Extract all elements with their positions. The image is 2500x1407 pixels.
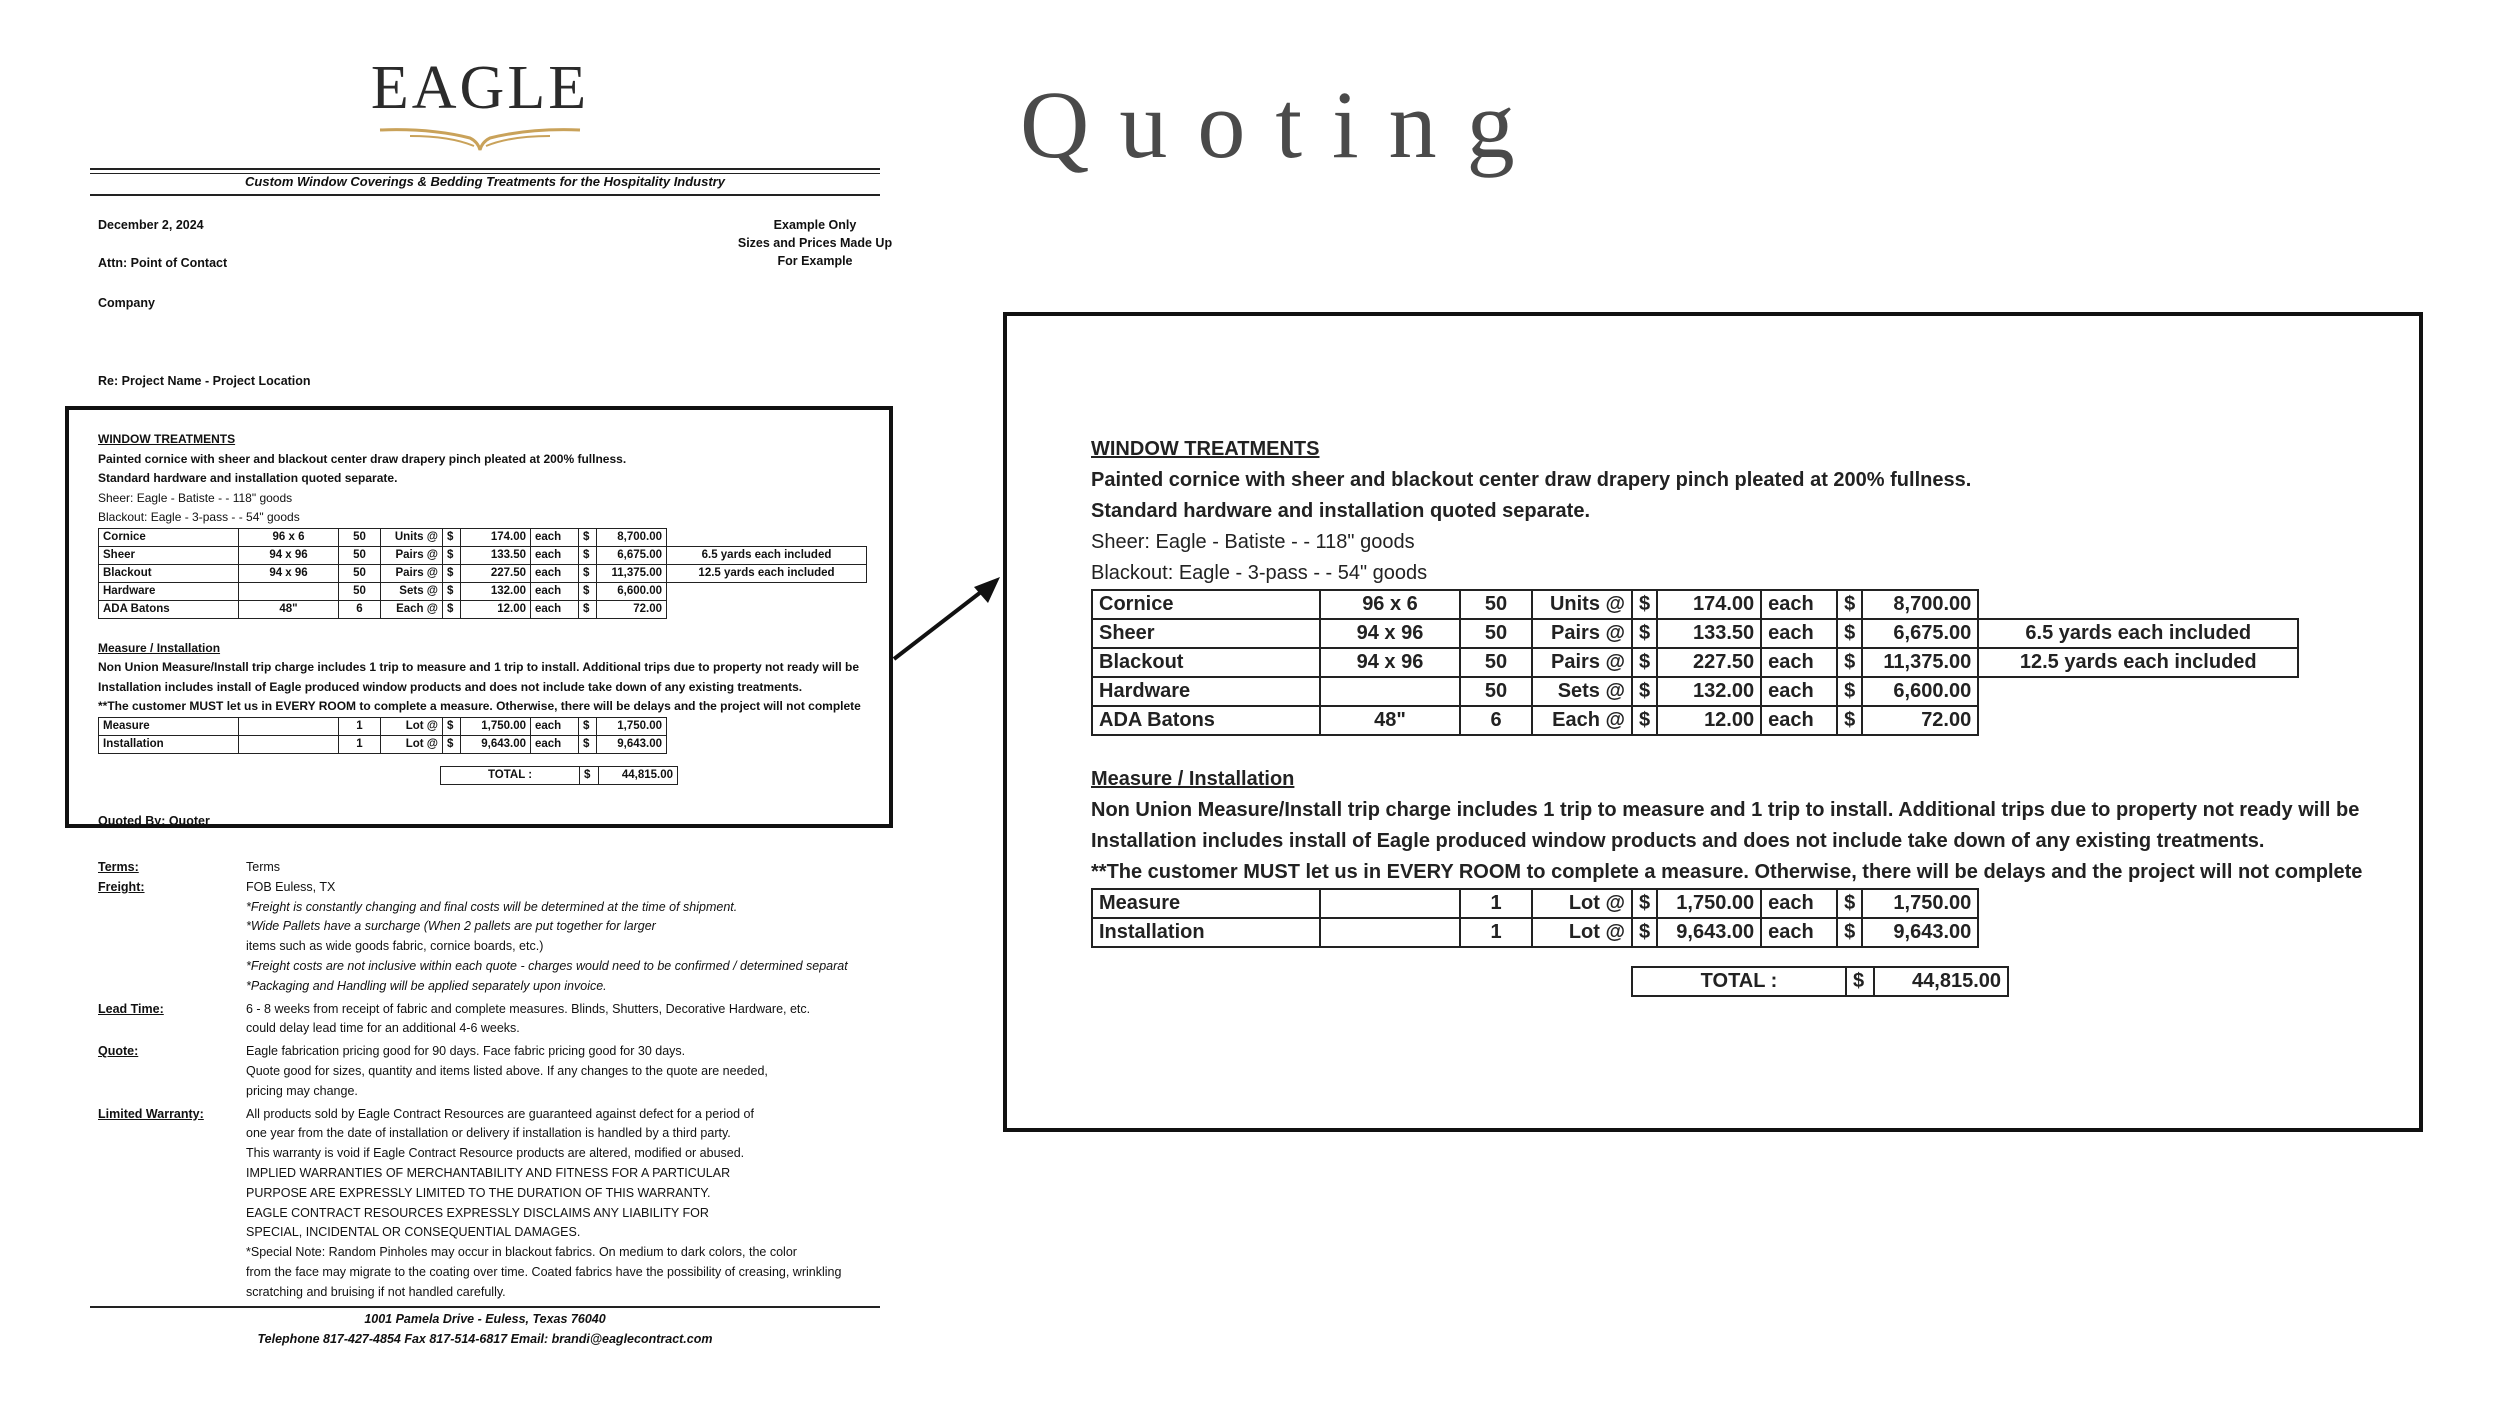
cell-name: ADA Batons — [1092, 706, 1320, 735]
cell-name: Hardware — [99, 582, 239, 600]
cell-qty: 50 — [1460, 648, 1532, 677]
cell-price: 1,750.00 — [461, 717, 531, 735]
cell-qty: 50 — [339, 564, 381, 582]
terms-line: EAGLE CONTRACT RESOURCES EXPRESSLY DISCLAIMS ANY LIABILITY FOR — [246, 1205, 709, 1220]
description-line: Installation includes install of Eagle produced window products and does not include take down of any existing treatments. — [98, 679, 803, 694]
cell-price: 227.50 — [461, 564, 531, 582]
arrow-icon — [890, 575, 1010, 665]
cell-note: 6.5 yards each included — [1978, 619, 2298, 648]
cell-price: 174.00 — [461, 528, 531, 546]
description-line: Blackout: Eagle - 3-pass - - 54" goods — [98, 510, 300, 524]
cell-price: 9,643.00 — [461, 735, 531, 753]
cell-cur: $ — [443, 564, 461, 582]
cell-cur2: $ — [1837, 619, 1862, 648]
cell-unit: Lot @ — [381, 717, 443, 735]
cell-cur: $ — [443, 546, 461, 564]
footer-address: 1001 Pamela Drive - Euless, Texas 76040 — [364, 1312, 606, 1326]
terms-line: 6 - 8 weeks from receipt of fabric and complete measures. Blinds, Shutters, Decorative Hardware, etc. — [246, 1001, 811, 1016]
cell-total: 9,643.00 — [597, 735, 667, 753]
cell-cur2: $ — [1837, 648, 1862, 677]
terms-line: *Freight is constantly changing and final costs will be determined at the time of shipment. — [246, 899, 738, 914]
cell-qty: 1 — [1460, 918, 1532, 947]
total-label: TOTAL : — [1632, 967, 1846, 996]
terms-line: could delay lead time for an additional 4-6 weeks. — [246, 1021, 520, 1036]
cell-price: 132.00 — [461, 582, 531, 600]
description-line: Blackout: Eagle - 3-pass - - 54" goods — [1091, 562, 1428, 584]
terms-label: Terms: — [98, 860, 139, 874]
table-row — [1092, 889, 1978, 918]
tagline: Custom Window Coverings & Bedding Treatments for the Hospitality Industry — [245, 174, 725, 189]
cell-name: Measure — [99, 717, 239, 735]
cell-size: 94 x 96 — [239, 564, 339, 582]
cell-per: each — [1761, 619, 1837, 648]
cell-cur2: $ — [1837, 677, 1862, 706]
footer-contact: Telephone 817-427-4854 Fax 817-514-6817 Email: brandi@eaglecontract.com — [257, 1332, 713, 1346]
cell-cur: $ — [443, 582, 461, 600]
terms-line: *Packaging and Handling will be applied separately upon invoice. — [246, 978, 607, 993]
footer-rule — [90, 1306, 880, 1308]
terms-line: pricing may change. — [246, 1083, 358, 1098]
cell-per: each — [1761, 648, 1837, 677]
total-value: 44,815.00 — [1874, 967, 2008, 996]
cell-note — [1978, 677, 2298, 706]
description-line: Painted cornice with sheer and blackout center draw drapery pinch pleated at 200% fullness. — [1091, 469, 1972, 491]
total-currency: $ — [580, 766, 599, 784]
cell-per: each — [1761, 889, 1837, 918]
cell-price: 227.50 — [1657, 648, 1761, 677]
terms-line: from the face may migrate to the coating over time. Coated fabrics have the possibility of creasing, wrinkling — [246, 1265, 842, 1279]
terms-label: Quote: — [98, 1044, 139, 1059]
cell-price: 9,643.00 — [1657, 918, 1761, 947]
installation-table-zoomed — [1091, 888, 1979, 948]
cell-total: 11,375.00 — [597, 564, 667, 582]
cell-cur: $ — [1632, 706, 1657, 735]
table-row — [1092, 648, 2298, 677]
logo-swash-icon — [370, 124, 590, 154]
table-row — [1092, 677, 2298, 706]
cell-qty: 50 — [1460, 590, 1532, 619]
cell-cur: $ — [443, 600, 461, 618]
cell-cur2: $ — [579, 600, 597, 618]
cell-cur: $ — [1632, 590, 1657, 619]
terms-line: Eagle fabrication pricing good for 90 days. Face fabric pricing good for 30 days. — [246, 1044, 686, 1059]
cell-qty: 6 — [339, 600, 381, 618]
cell-cur: $ — [1632, 889, 1657, 918]
cell-cur2: $ — [1837, 706, 1862, 735]
cell-qty: 1 — [339, 717, 381, 735]
cell-size: 48" — [1320, 706, 1460, 735]
cell-size: 94 x 96 — [1320, 619, 1460, 648]
cell-size — [1320, 889, 1460, 918]
cell-unit: Pairs @ — [381, 564, 443, 582]
zoomed-detail-panel — [1003, 312, 2423, 1132]
description-line: Installation includes install of Eagle produced window products and does not include take down of any existing treatments. — [1091, 830, 2265, 852]
table-row — [1092, 706, 2298, 735]
cell-cur2: $ — [579, 564, 597, 582]
header-rule-lower — [90, 194, 880, 196]
cell-unit: Pairs @ — [1532, 619, 1632, 648]
cell-total: 8,700.00 — [597, 528, 667, 546]
cell-price: 132.00 — [1657, 677, 1761, 706]
cell-cur: $ — [443, 528, 461, 546]
cell-price: 174.00 — [1657, 590, 1761, 619]
terms-line: *Special Note: Random Pinholes may occur in blackout fabrics. On medium to dark colors, the color — [246, 1245, 797, 1260]
description-line: Standard hardware and installation quoted separate. — [98, 471, 398, 485]
cell-name: Sheer — [99, 546, 239, 564]
cell-price: 12.00 — [1657, 706, 1761, 735]
cell-cur2: $ — [1837, 590, 1862, 619]
terms-label: Limited Warranty: — [98, 1106, 204, 1121]
cell-price: 12.00 — [461, 600, 531, 618]
cell-price: 133.50 — [1657, 619, 1761, 648]
cell-cur: $ — [443, 717, 461, 735]
quoted-by-line: Quoted By: Quoter — [98, 814, 210, 828]
cell-total: 6,675.00 — [597, 546, 667, 564]
terms-line: All products sold by Eagle Contract Resources are guaranteed against defect for a period of — [246, 1106, 754, 1121]
cell-cur2: $ — [579, 528, 597, 546]
cell-price: 133.50 — [461, 546, 531, 564]
cell-unit: Sets @ — [1532, 677, 1632, 706]
cell-name: Blackout — [99, 564, 239, 582]
cell-unit: Lot @ — [1532, 889, 1632, 918]
terms-line: *Freight costs are not inclusive within each quote - charges would need to be confirmed / determined separat — [246, 959, 848, 973]
cell-name: Measure — [1092, 889, 1320, 918]
section-heading: Measure / Installation — [1091, 768, 1295, 790]
treatments-table-zoomed — [1091, 589, 2299, 736]
total-row — [1632, 967, 2008, 996]
cell-cur2: $ — [1837, 889, 1862, 918]
example-line: For Example — [777, 254, 853, 268]
cell-cur: $ — [1632, 677, 1657, 706]
terms-line: items such as wide goods fabric, cornice boards, etc.) — [246, 939, 544, 954]
terms-line: *Wide Pallets have a surcharge (When 2 pallets are put together for larger — [246, 919, 656, 934]
description-line: Painted cornice with sheer and blackout center draw drapery pinch pleated at 200% fullness. — [98, 451, 627, 466]
logo-wordmark: EAGLE — [370, 54, 590, 122]
cell-total: 6,600.00 — [597, 582, 667, 600]
section-heading: WINDOW TREATMENTS — [1091, 438, 1320, 460]
cell-per: each — [531, 735, 579, 753]
cell-unit: Units @ — [381, 528, 443, 546]
example-line: Sizes and Prices Made Up — [737, 236, 893, 250]
cell-size — [1320, 918, 1460, 947]
cell-qty: 50 — [1460, 619, 1532, 648]
table-row — [1092, 619, 2298, 648]
cell-name: ADA Batons — [99, 600, 239, 618]
total-table-zoomed — [1631, 966, 2009, 997]
cell-size: 96 x 6 — [239, 528, 339, 546]
cell-note: 12.5 yards each included — [667, 564, 867, 582]
description-line: Sheer: Eagle - Batiste - - 118" goods — [98, 490, 293, 505]
terms-line: one year from the date of installation or delivery if installation is handled by a third party. — [246, 1126, 731, 1141]
cell-unit: Lot @ — [1532, 918, 1632, 947]
cell-per: each — [1761, 706, 1837, 735]
terms-line: FOB Euless, TX — [246, 879, 336, 894]
section-heading: WINDOW TREATMENTS — [98, 432, 236, 446]
attn-line: Attn: Point of Contact — [98, 256, 228, 270]
terms-line: This warranty is void if Eagle Contract Resource products are altered, modified or abused. — [246, 1146, 745, 1161]
cell-note — [1978, 590, 2298, 619]
company-line: Company — [98, 296, 155, 310]
cell-note: 12.5 yards each included — [1978, 648, 2298, 677]
cell-cur2: $ — [579, 735, 597, 753]
table-row — [1092, 590, 2298, 619]
cell-cur2: $ — [579, 582, 597, 600]
slide-title: Quoting — [1020, 71, 1545, 178]
cell-price: 1,750.00 — [1657, 889, 1761, 918]
cell-total: 9,643.00 — [1862, 918, 1978, 947]
cell-total: 11,375.00 — [1862, 648, 1978, 677]
total-currency: $ — [1846, 967, 1874, 996]
cell-unit: Each @ — [1532, 706, 1632, 735]
table-row — [1092, 918, 1978, 947]
cell-qty: 1 — [1460, 889, 1532, 918]
highlight-box — [65, 406, 893, 828]
terms-line: IMPLIED WARRANTIES OF MERCHANTABILITY AND FITNESS FOR A PARTICULAR — [246, 1166, 731, 1180]
cell-note — [1978, 706, 2298, 735]
cell-size: 94 x 96 — [1320, 648, 1460, 677]
cell-name: Installation — [1092, 918, 1320, 947]
cell-qty: 50 — [1460, 677, 1532, 706]
cell-unit: Pairs @ — [381, 546, 443, 564]
total-value: 44,815.00 — [599, 766, 678, 784]
cell-name: Cornice — [1092, 590, 1320, 619]
cell-per: each — [1761, 677, 1837, 706]
cell-unit: Lot @ — [381, 735, 443, 753]
cell-size — [1320, 677, 1460, 706]
cell-name: Sheer — [1092, 619, 1320, 648]
cell-name: Installation — [99, 735, 239, 753]
cell-per: each — [1761, 590, 1837, 619]
example-note — [700, 216, 930, 270]
description-line: **The customer MUST let us in EVERY ROOM to complete a measure. Otherwise, there will be delays and the project will not complete — [98, 699, 861, 713]
cell-per: each — [531, 528, 579, 546]
description-line: Sheer: Eagle - Batiste - - 118" goods — [1091, 531, 1415, 553]
terms-line: scratching and bruising if not handled carefully. — [246, 1284, 506, 1299]
cell-qty: 6 — [1460, 706, 1532, 735]
terms-line: PURPOSE ARE EXPRESSLY LIMITED TO THE DURATION OF THIS WARRANTY. — [246, 1185, 711, 1200]
cell-cur2: $ — [1837, 918, 1862, 947]
terms-line: SPECIAL, INCIDENTAL OR CONSEQUENTIAL DAMAGES. — [246, 1225, 581, 1240]
cell-total: 6,675.00 — [1862, 619, 1978, 648]
total-label: TOTAL : — [441, 766, 580, 784]
cell-cur: $ — [1632, 918, 1657, 947]
cell-cur: $ — [443, 735, 461, 753]
cell-per: each — [1761, 918, 1837, 947]
cell-total: 6,600.00 — [1862, 677, 1978, 706]
eagle-logo — [360, 52, 600, 162]
terms-line: Terms — [246, 860, 281, 874]
description-line: Standard hardware and installation quoted separate. — [1091, 500, 1590, 522]
cell-total: 1,750.00 — [1862, 889, 1978, 918]
description-line: Non Union Measure/Install trip charge includes 1 trip to measure and 1 trip to install. Additional trips due to property not ready will be — [1091, 799, 2360, 821]
cell-name: Blackout — [1092, 648, 1320, 677]
cell-total: 72.00 — [597, 600, 667, 618]
cell-cur: $ — [1632, 648, 1657, 677]
terms-line: Quote good for sizes, quantity and items listed above. If any changes to the quote are needed, — [246, 1064, 768, 1078]
cell-qty: 50 — [339, 546, 381, 564]
re-line: Re: Project Name - Project Location — [98, 374, 311, 388]
cell-total: 72.00 — [1862, 706, 1978, 735]
description-line: Non Union Measure/Install trip charge includes 1 trip to measure and 1 trip to install. Additional trips due to property not ready will be — [98, 660, 859, 674]
quote-date: December 2, 2024 — [98, 218, 204, 232]
cell-name: Cornice — [99, 528, 239, 546]
cell-per: each — [531, 564, 579, 582]
cell-note: 6.5 yards each included — [667, 546, 867, 564]
cell-qty: 50 — [339, 582, 381, 600]
cell-unit: Sets @ — [381, 582, 443, 600]
cell-unit: Each @ — [381, 600, 443, 618]
cell-per: each — [531, 582, 579, 600]
cell-cur2: $ — [579, 717, 597, 735]
cell-name: Hardware — [1092, 677, 1320, 706]
cell-total: 1,750.00 — [597, 717, 667, 735]
cell-cur: $ — [1632, 619, 1657, 648]
cell-cur2: $ — [579, 546, 597, 564]
cell-unit: Units @ — [1532, 590, 1632, 619]
cell-size: 94 x 96 — [239, 546, 339, 564]
cell-qty: 1 — [339, 735, 381, 753]
description-line: **The customer MUST let us in EVERY ROOM to complete a measure. Otherwise, there will be delays and the project will not complete — [1091, 861, 2363, 883]
example-line: Example Only — [773, 218, 857, 232]
section-heading: Measure / Installation — [98, 640, 221, 655]
cell-qty: 50 — [339, 528, 381, 546]
cell-per: each — [531, 546, 579, 564]
cell-size: 96 x 6 — [1320, 590, 1460, 619]
cell-per: each — [531, 717, 579, 735]
cell-per: each — [531, 600, 579, 618]
terms-label: Freight: — [98, 879, 145, 894]
cell-total: 8,700.00 — [1862, 590, 1978, 619]
cell-unit: Pairs @ — [1532, 648, 1632, 677]
terms-label: Lead Time: — [98, 1001, 164, 1016]
cell-size: 48" — [239, 600, 339, 618]
